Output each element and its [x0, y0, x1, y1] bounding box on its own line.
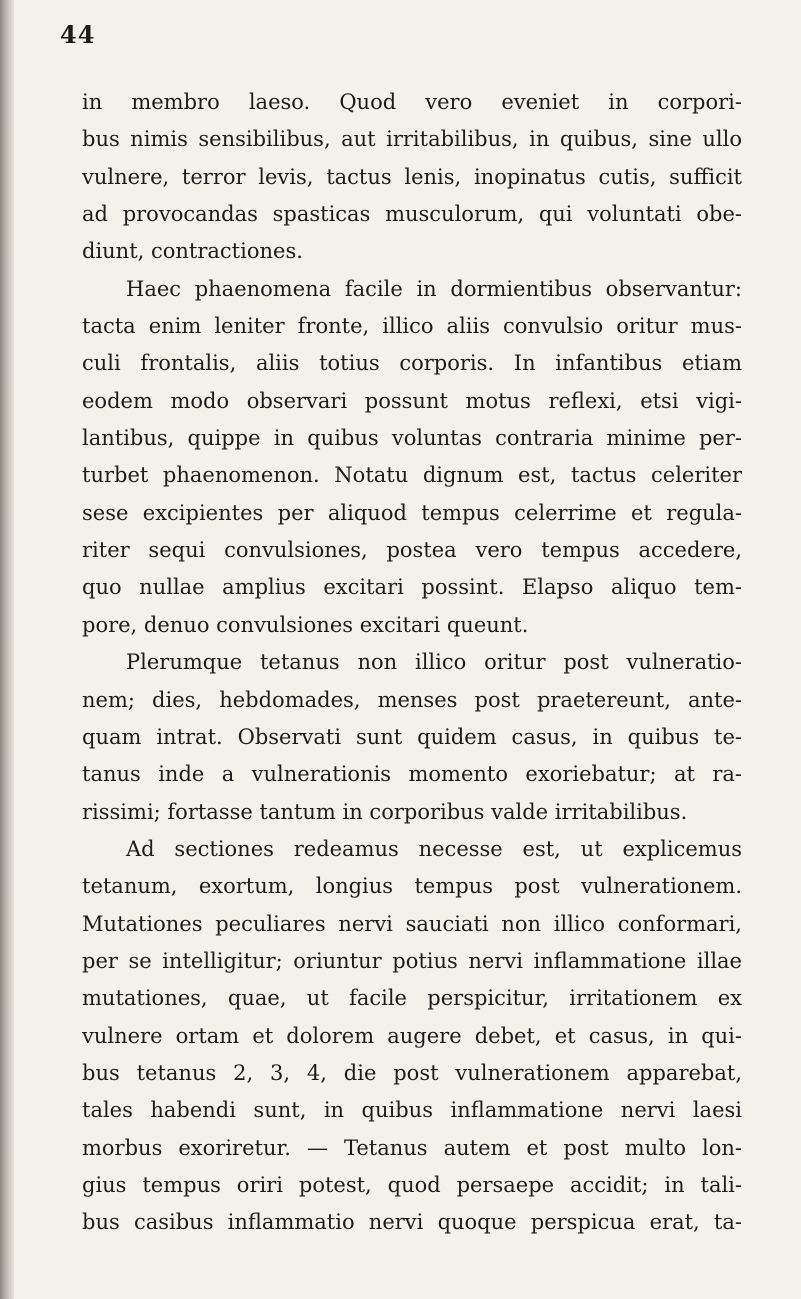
text-line: morbus exoriretur. — Tetanus autem et post multo lon- — [82, 1135, 742, 1160]
text-line: tetanum, exortum, longius tempus post vulnerationem. — [82, 874, 742, 899]
text-line: nem; dies, hebdomades, menses post praetereunt, ante- — [82, 687, 742, 712]
book-spine-shadow — [0, 0, 14, 1299]
text-line: bus nimis sensibilibus, aut irritabilibus, in quibus, sine ullo — [82, 127, 742, 152]
text-line: tanus inde a vulnerationis momento exoriebatur; at ra- — [82, 762, 742, 787]
text-line: pore, denuo convulsiones excitari queunt. — [82, 612, 529, 637]
text-line: eodem modo observari possunt motus reflexi, etsi vigi- — [82, 388, 742, 413]
page-number: 44 — [60, 20, 96, 49]
text-line: ad provocandas spasticas musculorum, qui voluntati obe- — [82, 202, 742, 227]
text-line: culi frontalis, aliis totius corporis. In infantibus etiam — [82, 351, 742, 376]
text-line: Mutationes peculiares nervi sauciati non illico conformari, — [82, 911, 742, 936]
text-line: vulnere, terror levis, tactus lenis, inopinatus cutis, sufficit — [82, 164, 742, 189]
text-line: turbet phaenomenon. Notatu dignum est, tactus celeriter — [82, 463, 742, 488]
text-line: gius tempus oriri potest, quod persaepe accidit; in tali- — [82, 1172, 742, 1197]
text-line: Plerumque tetanus non illico oritur post vulneratio- — [126, 650, 742, 675]
text-line: bus casibus inflammatio nervi quoque perspicua erat, ta- — [82, 1210, 742, 1235]
text-line: quo nullae amplius excitari possint. Elapso aliquo tem- — [82, 575, 742, 600]
text-line: quam intrat. Observati sunt quidem casus, in quibus te- — [82, 724, 742, 749]
text-line: Ad sectiones redeamus necesse est, ut explicemus — [126, 836, 742, 861]
text-line: tales habendi sunt, in quibus inflammatione nervi laesi — [82, 1098, 742, 1123]
text-line: lantibus, quippe in quibus voluntas contraria minime per- — [82, 426, 742, 451]
text-line: diunt, contractiones. — [82, 239, 303, 264]
text-line: in membro laeso. Quod vero eveniet in corpori- — [82, 90, 742, 114]
text-line: Haec phaenomena facile in dormientibus observantur: — [126, 276, 742, 301]
body-text — [82, 84, 742, 1242]
text-line: bus tetanus 2, 3, 4, die post vulnerationem apparebat, — [82, 1060, 742, 1085]
text-line: vulnere ortam et dolorem augere debet, et casus, in qui- — [82, 1023, 742, 1048]
text-line: sese excipientes per aliquod tempus celerrime et regula- — [82, 500, 742, 525]
text-line: mutationes, quae, ut facile perspicitur, irritationem ex — [82, 986, 742, 1011]
text-line: rissimi; fortasse tantum in corporibus valde irritabilibus. — [82, 799, 688, 824]
text-line: per se intelligitur; oriuntur potius nervi inflammatione illae — [82, 948, 742, 973]
text-line: riter sequi convulsiones, postea vero tempus accedere, — [82, 538, 742, 563]
text-line: tacta enim leniter fronte, illico aliis convulsio oritur mus- — [82, 314, 742, 339]
